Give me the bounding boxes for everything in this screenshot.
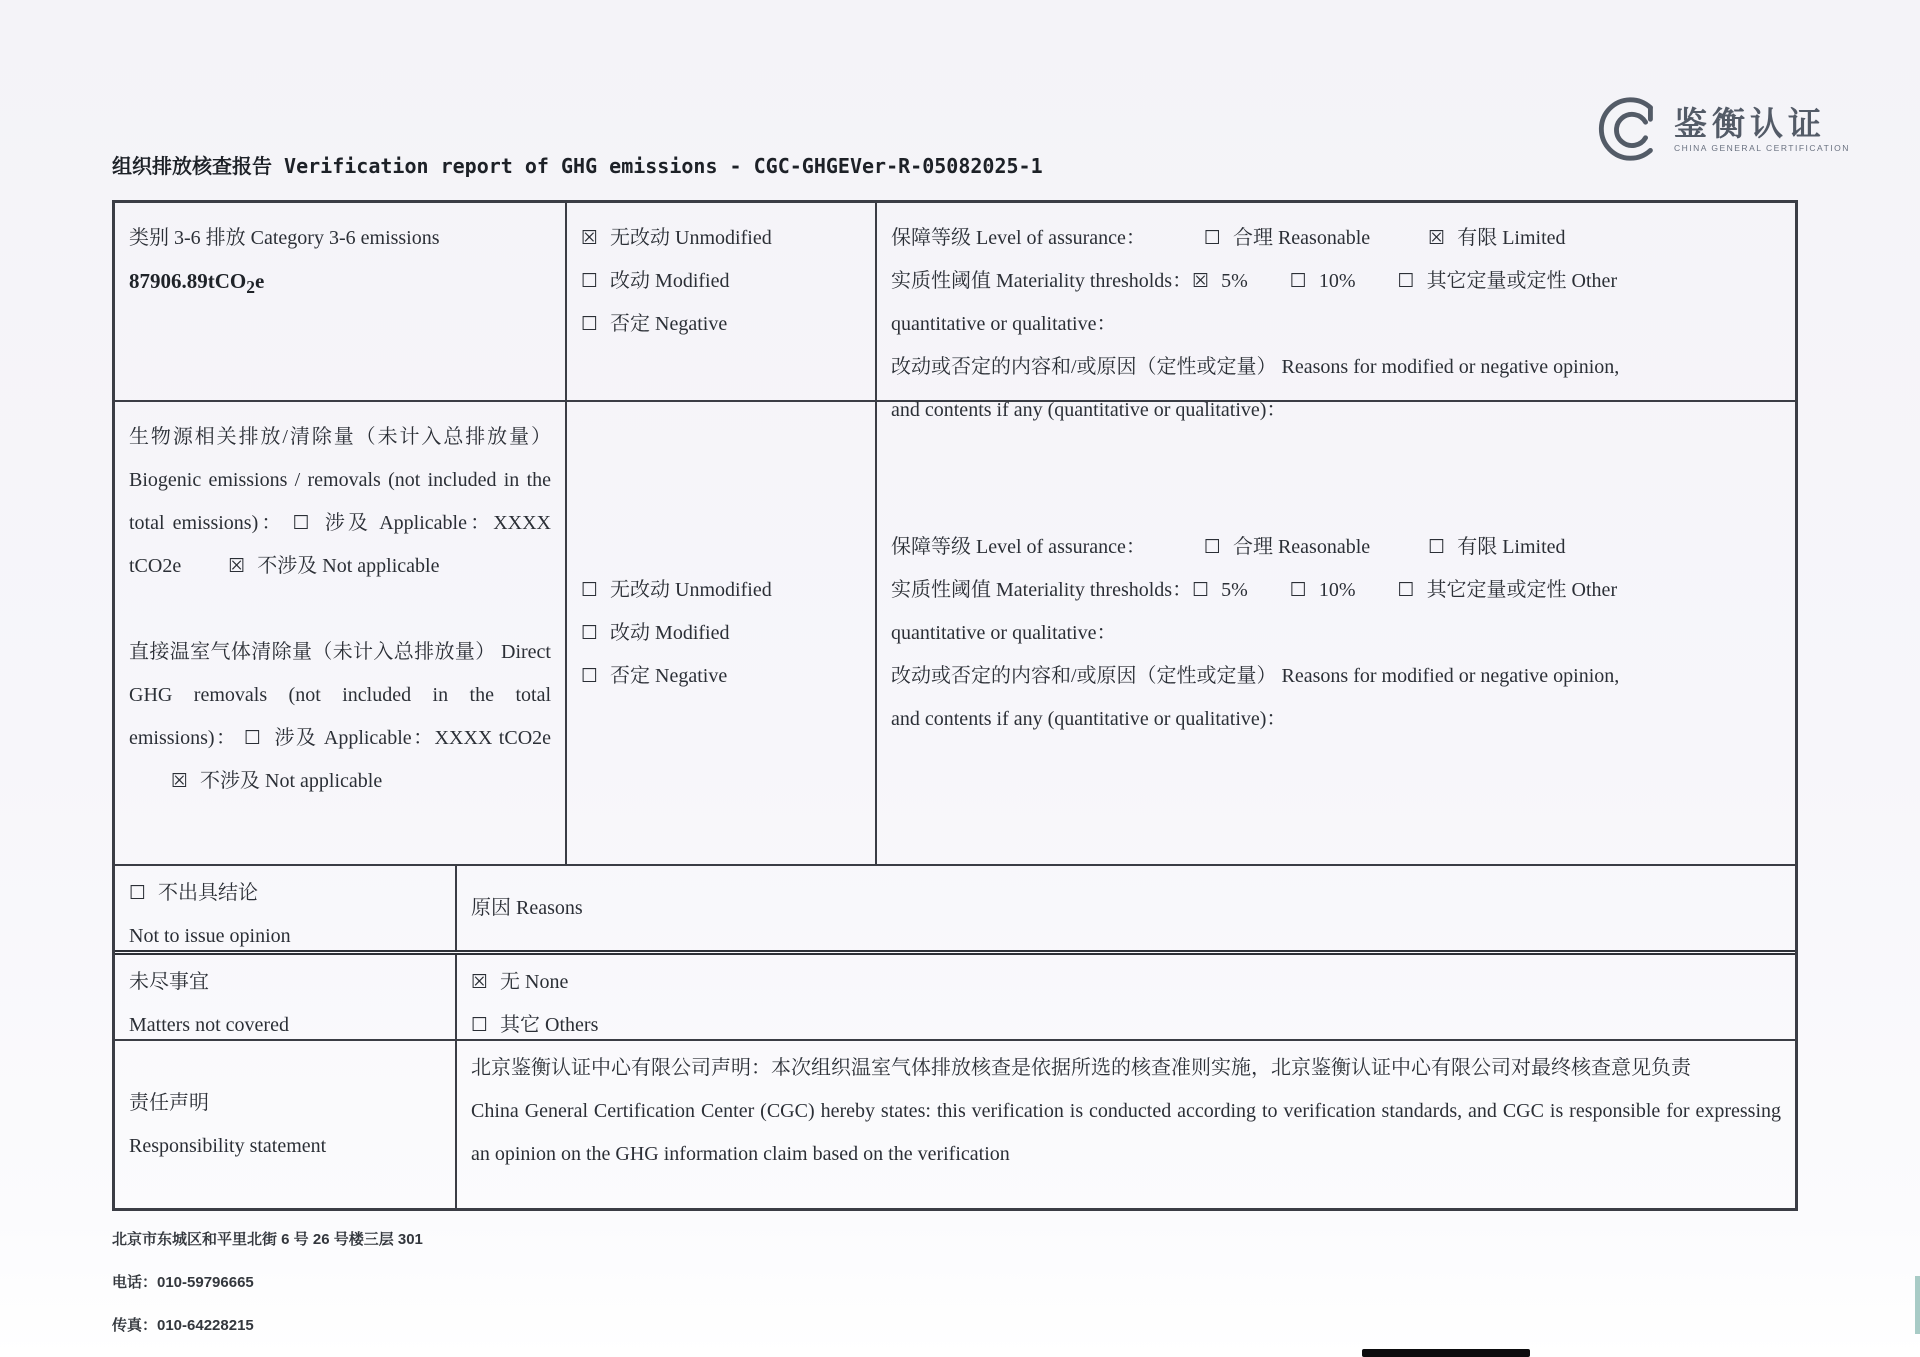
assurance-line-2 [891, 526, 1781, 569]
option-5pct-2 [1192, 579, 1248, 601]
checkbox-unmodified-2: ☐ [581, 578, 599, 601]
assurance-label: 保障等级 Level of assurance： [891, 227, 1146, 249]
label-none: 无 None [500, 971, 569, 993]
cgc-logo-name-cn: 鉴衡认证 [1674, 104, 1826, 142]
option-modified [581, 260, 861, 303]
footer-address: 北京市东城区和平里北街 6 号 26 号楼三层 301 [112, 1231, 423, 1248]
reasons-line-1-2: 改动或否定的内容和/或原因（定性或定量） Reasons for modified or negative opinion, [891, 664, 1620, 687]
option-reasonable-2 [1204, 536, 1370, 558]
materiality-line [891, 260, 1781, 303]
option-limited [1428, 227, 1565, 249]
option-10pct-2 [1290, 579, 1356, 601]
materiality-continuation-2: quantitative or qualitative： [891, 621, 1117, 644]
responsibility-statement-cn: 北京鉴衡认证中心有限公司声明：本次组织温室气体排放核查是依据所选的核查准则实施，北京鉴衡认证中心有限公司对最终核查意见负责 [471, 1057, 1691, 1079]
footer-fax: 传真：010-64228215 [112, 1317, 254, 1334]
cgc-logo [1592, 92, 1850, 166]
checkbox-direct-applicable: ☐ [243, 727, 262, 749]
cell-responsibility-statement [455, 1041, 1795, 1208]
checkbox-limited: ☒ [1428, 227, 1446, 249]
row-category-3-6 [115, 203, 1795, 421]
footer-phone: 电话：010-59796665 [112, 1274, 254, 1291]
checkbox-biogenic-applicable: ☐ [292, 512, 310, 534]
category-value: 87906.89tCO$_2$e [129, 269, 265, 298]
checkbox-modified-2: ☐ [581, 621, 599, 644]
checkbox-negative-2: ☐ [581, 664, 599, 687]
row-responsibility [115, 1039, 1795, 1208]
label-direct-applicable: 涉及 Applicable：XXXX tCO2e [273, 727, 552, 749]
label-no-opinion-en: Not to issue opinion [129, 925, 291, 947]
page-title: 组织排放核查报告 Verification report of GHG emissions - CGC-GHGEVer-R-05082025-1 [112, 154, 1043, 178]
cell-biogenic-label [115, 402, 565, 864]
label-10pct-2: 10% [1318, 578, 1356, 601]
cell-category-opinion [565, 203, 875, 400]
cell-biogenic-assurance [875, 402, 1795, 864]
checkbox-10pct-2: ☐ [1289, 578, 1307, 601]
option-negative [581, 303, 861, 346]
checkbox-5pct: ☒ [1192, 270, 1210, 292]
option-modified-2 [581, 612, 861, 655]
option-reasonable [1204, 227, 1370, 249]
row-biogenic-removals [115, 400, 1795, 864]
reasons-line-2-2: and contents if any (quantitative or qualitative)： [891, 707, 1287, 730]
label-others: 其它 Others [500, 1014, 599, 1036]
materiality-continuation: quantitative or qualitative： [891, 313, 1117, 335]
option-negative-2 [581, 655, 861, 698]
checkbox-negative: ☐ [581, 313, 599, 335]
biogenic-paragraph [129, 416, 551, 588]
reasons-line-1: 改动或否定的内容和/或原因（定性或定量） Reasons for modified or negative opinion, [891, 356, 1620, 378]
label-modified-2: 改动 Modified [610, 621, 730, 644]
checkbox-biogenic-na: ☒ [228, 555, 246, 577]
label-direct-na: 不涉及 Not applicable [200, 770, 383, 792]
co2-subscript: 2 [246, 277, 255, 298]
checkbox-unmodified: ☒ [581, 227, 599, 249]
materiality-label-2: 实质性阈值 Materiality thresholds： [891, 578, 1193, 601]
cell-biogenic-opinion [565, 402, 875, 864]
label-unmodified: 无改动 Unmodified [610, 227, 772, 249]
label-unmodified-2: 无改动 Unmodified [610, 578, 772, 601]
option-other [1398, 270, 1618, 292]
assurance-label-2: 保障等级 Level of assurance： [891, 535, 1146, 558]
direct-removals-paragraph [129, 631, 551, 803]
materiality-label: 实质性阈值 Materiality thresholds： [891, 270, 1193, 292]
label-biogenic-applicable: 涉及 Applicable：XXXX tCO2e [129, 512, 551, 577]
checkbox-others: ☐ [471, 1014, 489, 1036]
cell-responsibility-label [115, 1041, 455, 1208]
checkbox-modified: ☐ [581, 270, 599, 292]
label-limited-2: 有限 Limited [1457, 535, 1566, 558]
cell-no-opinion-label [115, 866, 455, 950]
category-label: 类别 3-6 排放 Category 3-6 emissions [129, 227, 440, 249]
label-5pct-2: 5% [1221, 578, 1248, 601]
label-10pct: 10% [1318, 270, 1356, 292]
materiality-line-2 [891, 569, 1781, 612]
row-no-opinion [115, 864, 1795, 950]
checkbox-other: ☐ [1397, 270, 1415, 292]
biogenic-intro: 生物源相关排放/清除量（未计入总排放量） Biogenic emissions / removals (not included in the total emissions)： [129, 426, 551, 534]
option-unmodified-2 [581, 569, 861, 612]
scan-edge-artifact [1915, 1276, 1920, 1334]
reasons-label: 原因 Reasons [471, 896, 583, 919]
label-negative-2: 否定 Negative [610, 664, 728, 687]
label-5pct: 5% [1221, 270, 1248, 292]
verification-table [112, 200, 1798, 1211]
checkbox-reasonable: ☐ [1203, 227, 1221, 249]
option-10pct [1290, 270, 1356, 292]
label-biogenic-na: 不涉及 Not applicable [257, 555, 440, 577]
label-responsibility-cn: 责任声明 [129, 1091, 209, 1114]
cgc-logo-text [1674, 106, 1850, 153]
label-reasonable: 合理 Reasonable [1232, 227, 1371, 249]
label-negative: 否定 Negative [610, 313, 728, 335]
checkbox-reasonable-2: ☐ [1203, 535, 1221, 558]
label-matters-en: Matters not covered [129, 1014, 289, 1036]
cell-no-opinion-reasons [455, 866, 1795, 950]
checkbox-direct-na: ☒ [171, 770, 189, 792]
label-other-2: 其它定量或定性 Other [1426, 578, 1618, 601]
checkbox-other-2: ☐ [1397, 578, 1415, 601]
option-none [471, 961, 1781, 1004]
cell-matters-options [455, 955, 1795, 1039]
label-responsibility-en: Responsibility statement [129, 1134, 327, 1157]
footer-contact-block [112, 1218, 423, 1347]
checkbox-no-opinion: ☐ [129, 882, 147, 904]
option-limited-2 [1428, 536, 1565, 558]
option-other-2 [1398, 579, 1618, 601]
row-matters-not-covered [115, 950, 1795, 1039]
label-matters-cn: 未尽事宜 [129, 971, 209, 993]
scan-smudge-artifact [1362, 1349, 1530, 1357]
option-5pct [1192, 270, 1248, 292]
option-unmodified [581, 217, 861, 260]
checkbox-5pct-2: ☐ [1192, 578, 1210, 601]
cell-matters-label [115, 955, 455, 1039]
cgc-logo-name-en: CHINA GENERAL CERTIFICATION [1674, 142, 1850, 153]
label-modified: 改动 Modified [610, 270, 730, 292]
checkbox-10pct: ☐ [1289, 270, 1307, 292]
direct-intro: 直接温室气体清除量（未计入总排放量） Direct GHG removals (not included in the total emissions)： [129, 641, 551, 749]
option-no-opinion [129, 872, 441, 915]
option-direct-applicable [244, 727, 551, 749]
label-limited: 有限 Limited [1457, 227, 1566, 249]
checkbox-limited-2: ☐ [1428, 535, 1446, 558]
cell-category-assurance [875, 203, 1795, 421]
responsibility-statement-en: China General Certification Center (CGC) hereby states: this verification is conducted according to verification standards, and CGC is responsible for expressing an opinion on the GHG information claim based on the verification [471, 1100, 1781, 1165]
assurance-line [891, 217, 1781, 260]
reasons-line-2: and contents if any (quantitative or qualitative)： [891, 399, 1287, 421]
checkbox-none: ☒ [471, 971, 489, 993]
label-reasonable-2: 合理 Reasonable [1232, 535, 1371, 558]
cgc-monogram-icon [1592, 92, 1666, 166]
label-other: 其它定量或定性 Other [1426, 270, 1618, 292]
label-no-opinion-cn: 不出具结论 [158, 882, 259, 904]
cell-category-label [115, 203, 565, 400]
